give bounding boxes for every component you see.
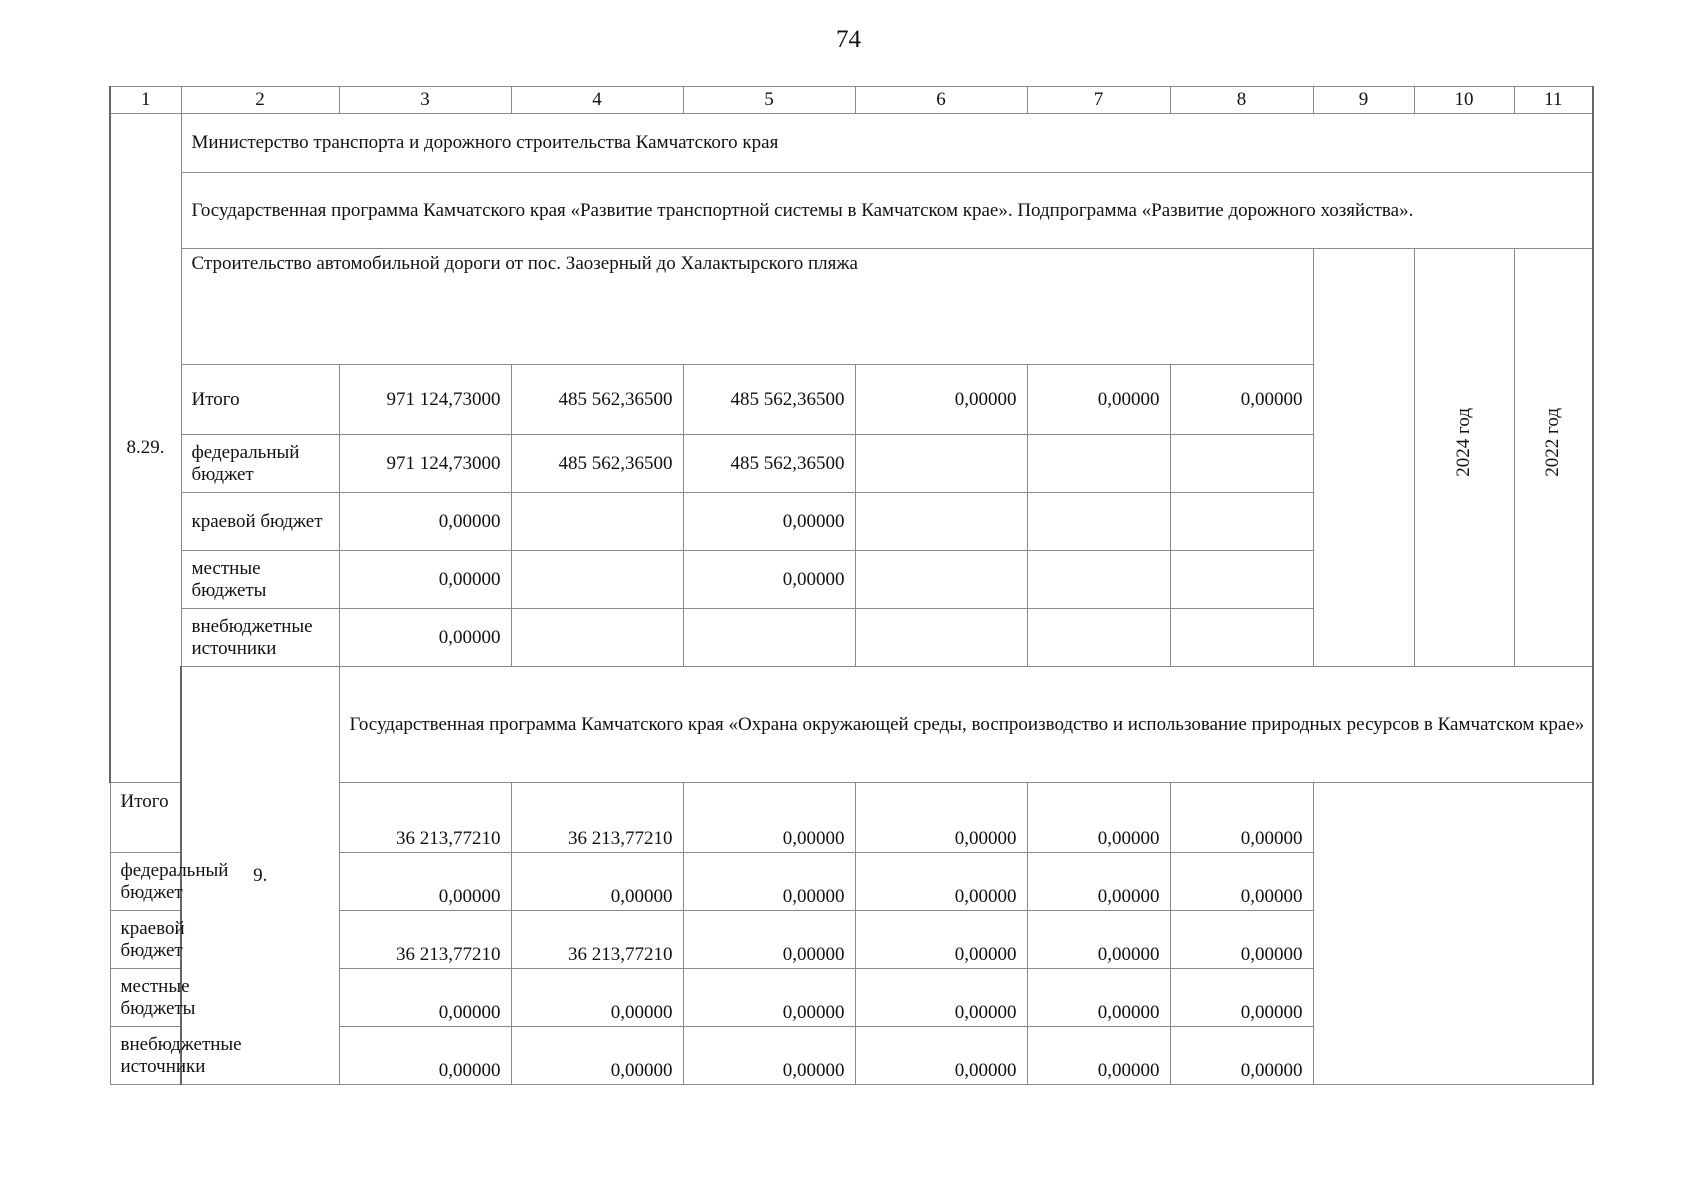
cell-value: 485 562,36500 [511,365,683,435]
row-label: Итого [181,365,339,435]
cell-value: 0,00000 [683,853,855,911]
cell-value: 0,00000 [511,853,683,911]
section-829-col9 [1313,249,1414,667]
cell-value: 0,00000 [855,969,1027,1027]
budget-table [109,86,1594,1085]
column-header-10: 10 [1414,87,1514,114]
section-829-col10-year: 2024 год [1453,408,1474,477]
cell-value: 0,00000 [339,551,511,609]
page-number: 74 [836,26,861,53]
cell-value [1170,493,1313,551]
cell-value [511,551,683,609]
cell-value: 0,00000 [1170,365,1313,435]
cell-value: 0,00000 [1027,365,1170,435]
cell-value [1170,551,1313,609]
cell-value: 0,00000 [855,853,1027,911]
cell-value: 971 124,73000 [339,365,511,435]
cell-value: 0,00000 [339,609,511,667]
row-label: краевой бюджет [110,911,181,969]
cell-value [1027,435,1170,493]
cell-value: 36 213,77210 [339,911,511,969]
cell-value: 0,00000 [683,1027,855,1085]
cell-value: 0,00000 [1170,853,1313,911]
row-label: внебюджетные источники [181,609,339,667]
cell-value: 0,00000 [1170,1027,1313,1085]
section-9-program: Государственная программа Камчатского края «Охрана окружающей среды, воспроизводство и использование природных ресурсов в Камчатском крае» [339,667,1593,783]
section-9-empty-block [1313,783,1593,1085]
cell-value [1170,435,1313,493]
cell-value: 0,00000 [855,911,1027,969]
cell-value: 36 213,77210 [511,783,683,853]
cell-value [855,435,1027,493]
section-829-object-row [110,249,1593,365]
row-label: федеральный бюджет [181,435,339,493]
cell-value: 0,00000 [1027,969,1170,1027]
cell-value [1027,609,1170,667]
cell-value [511,609,683,667]
section-829-program-row [110,173,1593,249]
section-829-program: Государственная программа Камчатского края «Развитие транспортной системы в Камчатском крае». Подпрограмма «Развитие дорожного хозяйства». [181,173,1593,249]
cell-value: 0,00000 [855,1027,1027,1085]
section-9-program-row [110,667,1593,783]
cell-value [511,493,683,551]
column-header-3: 3 [339,87,511,114]
column-header-5: 5 [683,87,855,114]
cell-value: 0,00000 [339,1027,511,1085]
row-label: местные бюджеты [181,551,339,609]
cell-value: 0,00000 [683,969,855,1027]
cell-value: 0,00000 [339,853,511,911]
cell-value: 0,00000 [1170,911,1313,969]
cell-value: 0,00000 [511,1027,683,1085]
row-label: Итого [110,783,181,853]
section-829-ministry-row [110,114,1593,173]
section-829-number: 8.29. [110,114,181,783]
column-header-8: 8 [1170,87,1313,114]
cell-value: 0,00000 [1027,911,1170,969]
cell-value: 36 213,77210 [511,911,683,969]
column-header-11: 11 [1514,87,1593,114]
row-label: федеральный бюджет [110,853,181,911]
cell-value: 0,00000 [855,365,1027,435]
cell-value: 0,00000 [855,783,1027,853]
cell-value [855,609,1027,667]
cell-value: 0,00000 [1027,783,1170,853]
column-header-4: 4 [511,87,683,114]
cell-value: 971 124,73000 [339,435,511,493]
cell-value [1027,551,1170,609]
cell-value: 0,00000 [511,969,683,1027]
section-829-col11-year: 2022 год [1542,408,1564,477]
cell-value: 36 213,77210 [339,783,511,853]
column-header-7: 7 [1027,87,1170,114]
cell-value: 0,00000 [683,783,855,853]
cell-value: 0,00000 [339,969,511,1027]
column-header-1: 1 [110,87,181,114]
section-9-number: 9. [181,667,339,1085]
cell-value: 0,00000 [1170,783,1313,853]
cell-value: 0,00000 [1027,1027,1170,1085]
cell-value: 0,00000 [1027,853,1170,911]
cell-value: 0,00000 [683,911,855,969]
column-header-2: 2 [181,87,339,114]
cell-value: 485 562,36500 [683,435,855,493]
column-header-row [110,87,1593,114]
section-829-col10 [1414,249,1514,667]
row-label: внебюджетные источники [110,1027,181,1085]
cell-value: 485 562,36500 [511,435,683,493]
cell-value [855,551,1027,609]
cell-value: 0,00000 [339,493,511,551]
section-829-col11 [1514,249,1593,667]
cell-value: 0,00000 [683,551,855,609]
cell-value: 485 562,36500 [683,365,855,435]
column-header-9: 9 [1313,87,1414,114]
row-label: местные бюджеты [110,969,181,1027]
cell-value [855,493,1027,551]
row-label: краевой бюджет [181,493,339,551]
cell-value: 0,00000 [683,493,855,551]
column-header-6: 6 [855,87,1027,114]
cell-value: 0,00000 [1170,969,1313,1027]
section-829-object: Строительство автомобильной дороги от пос. Заозерный до Халактырского пляжа [181,249,1313,365]
cell-value [683,609,855,667]
cell-value [1027,493,1170,551]
cell-value [1170,609,1313,667]
section-829-ministry: Министерство транспорта и дорожного строительства Камчатского края [181,114,1593,173]
